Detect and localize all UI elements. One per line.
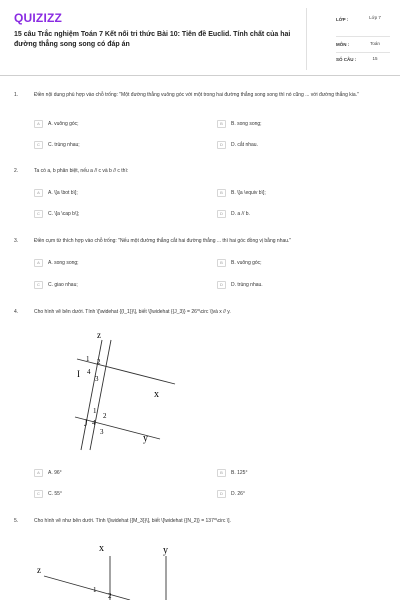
angle-j1-label: 1 — [93, 407, 97, 415]
line-transversal-1 — [81, 340, 102, 450]
label-point-j: J — [84, 418, 88, 428]
option-text: D. trùng nhau. — [231, 282, 263, 288]
angle-i1-label: 1 — [86, 355, 90, 363]
option-letter-box: D — [217, 210, 226, 218]
option-text: D. a // b. — [231, 211, 250, 217]
option-letter-box: D — [217, 490, 226, 498]
option-letter-box: C — [34, 141, 43, 149]
question-number: 4. — [14, 309, 19, 315]
option-letter-box: C — [34, 490, 43, 498]
option-text: B. song song; — [231, 121, 262, 127]
option-letter-box: B — [217, 189, 226, 197]
angle-j2-label: 2 — [103, 412, 107, 420]
option-text: B. \[a \equiv b\]; — [231, 190, 266, 196]
option-text: B. vuông góc; — [231, 260, 262, 266]
grade-value: Lớp 7 — [369, 15, 381, 20]
label-z: z — [37, 565, 41, 575]
label-y: y — [163, 545, 168, 556]
grade-label: LỚP : — [336, 17, 349, 22]
option-letter-box: D — [217, 141, 226, 149]
option-letter-box: A — [34, 120, 43, 128]
question-text: Cho hình vẽ bên dưới. Tính \[\widehat {{I_1}}\], biết \[\widehat {{J_3}} = 26^\circ \]và x // y. — [34, 309, 231, 315]
option-letter-box: C — [34, 281, 43, 289]
question-number: 5. — [14, 518, 19, 524]
label-point-i: I — [77, 369, 80, 379]
angle-2-label: 2 — [108, 592, 112, 600]
header-divider — [306, 8, 307, 70]
angle-j4-label: 4 — [92, 419, 96, 427]
option-letter-box: B — [217, 259, 226, 267]
meta-separator — [336, 52, 390, 53]
label-y: y — [143, 433, 148, 444]
option-text: D. cắt nhau. — [231, 142, 258, 148]
option-letter-box: C — [34, 210, 43, 218]
question-count-value: 15 — [372, 56, 378, 61]
option-text: A. vuông góc; — [48, 121, 79, 127]
option-text: C. giao nhau; — [48, 282, 78, 288]
option-letter-box: B — [217, 469, 226, 477]
question-count-label: SỐ CÂU : — [336, 57, 357, 62]
angle-i4-label: 4 — [87, 368, 91, 376]
question-text: Điền nội dung phù hợp vào chỗ trống: "Một đường thẳng vuông góc với một trong hai đường thẳng song song thì nó cũng ... với đường thẳng kia." — [34, 92, 359, 98]
angle-i3-label: 3 — [95, 375, 99, 383]
question-text: Điền cụm từ thích hợp vào chỗ trống: "Nếu một đường thẳng cắt hai đường thẳng ... thì hai góc đồng vị bằng nhau." — [34, 238, 292, 244]
worksheet-header — [0, 0, 400, 76]
line-z — [44, 576, 130, 600]
option-text: D. 26° — [231, 491, 245, 497]
label-x: x — [99, 543, 104, 554]
line-x — [77, 359, 175, 384]
angle-i2-label: 2 — [97, 358, 101, 366]
option-text: A. \[a \bot b\]; — [48, 190, 78, 196]
option-text: B. 125° — [231, 470, 248, 476]
option-letter-box: B — [217, 120, 226, 128]
option-letter-box: A — [34, 259, 43, 267]
parallel-lines-figure-2 — [30, 536, 190, 600]
quizizz-logo: QUIZIZZ — [14, 11, 63, 25]
question-number: 3. — [14, 238, 19, 244]
subject-value: Toán — [370, 41, 380, 46]
question-text: Cho hình vẽ như bên dưới. Tính \[\widehat {{M_3}}\], biết \[\widehat {{N_2}} = 137^\circ \]. — [34, 518, 231, 524]
label-x: x — [154, 389, 159, 400]
worksheet-title: 15 câu Trắc nghiệm Toán 7 Kết nối tri thức Bài 10: Tiên đề Euclid. Tính chất của hai đường thẳng song song có đáp án — [14, 31, 291, 48]
angle-j3-label: 3 — [100, 428, 104, 436]
angle-1-label: 1 — [93, 586, 97, 594]
option-letter-box: A — [34, 469, 43, 477]
option-text: A. 96° — [48, 470, 62, 476]
question-number: 1. — [14, 92, 19, 98]
question-text: Ta có a, b phân biệt, nếu a // c và b // c thì: — [34, 168, 129, 174]
question-number: 2. — [14, 168, 19, 174]
label-z: z — [97, 330, 101, 340]
option-text: A. song song; — [48, 260, 79, 266]
option-text: C. 55° — [48, 491, 62, 497]
option-text: C. \[a \cap b\]; — [48, 211, 80, 217]
option-text: C. trùng nhau; — [48, 142, 80, 148]
option-letter-box: A — [34, 189, 43, 197]
subject-label: MÔN : — [336, 42, 350, 47]
parallel-lines-figure — [55, 322, 195, 452]
meta-separator — [336, 36, 390, 37]
option-letter-box: D — [217, 281, 226, 289]
